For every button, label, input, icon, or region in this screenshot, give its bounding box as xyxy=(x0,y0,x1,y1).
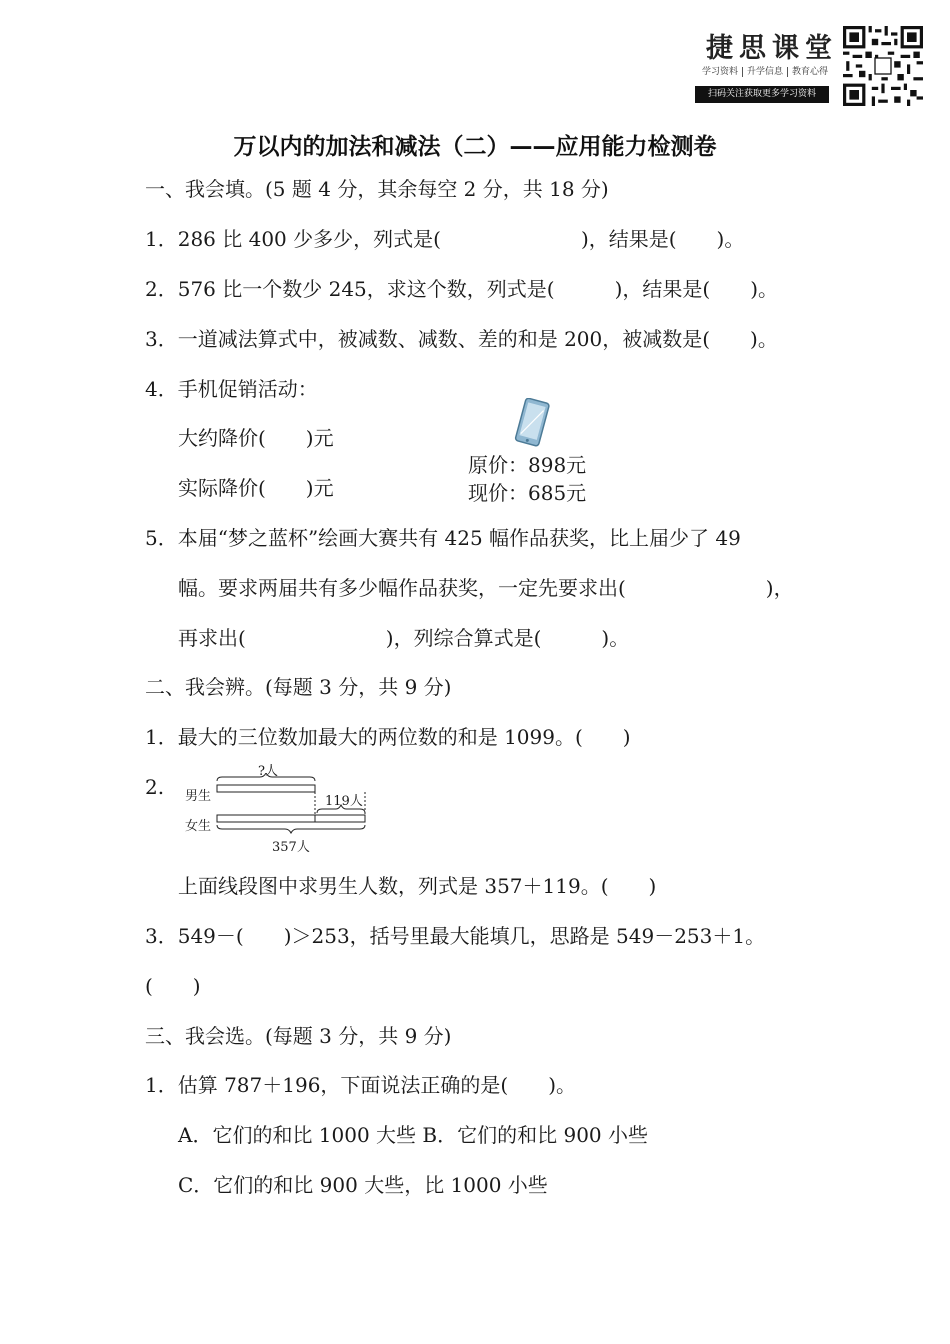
s2-question-2-number: 2. xyxy=(145,775,165,799)
s1-q4-estimate: 大约降价( )元 xyxy=(178,426,334,450)
s2-question-1: 1．最大的三位数加最大的两位数的和是 1099。( ) xyxy=(145,725,631,749)
qr-code-icon xyxy=(843,26,923,106)
phone-icon xyxy=(510,398,554,448)
s2-question-2-text: 上面线段图中求男生人数，列式是 357＋119。( ) xyxy=(178,874,657,898)
s1-question-5-line1: 5．本届“梦之蓝杯”绘画大赛共有 425 幅作品获奖，比上届少了 49 xyxy=(145,526,741,550)
diagram-unknown-label: ?人 xyxy=(258,764,278,779)
s1-question-3: 3．一道减法算式中，被减数、减数、差的和是 200，被减数是( )。 xyxy=(145,327,778,351)
page-title: 万以内的加法和减法（二）——应用能力检测卷 xyxy=(233,134,717,160)
section1-heading: 一、我会填。(5 题 4 分，其余每空 2 分，共 18 分) xyxy=(145,177,609,201)
brand-tags xyxy=(698,64,832,77)
brand-tag: 教育心得 xyxy=(792,67,829,77)
s1-question-4: 4．手机促销活动： xyxy=(145,377,318,401)
brand-tag: 升学信息 xyxy=(743,67,788,77)
s2-question-3-answer-paren: ( ) xyxy=(145,974,201,998)
diagram-difference-label: 119人 xyxy=(325,794,363,809)
brand-banner: 扫码关注获取更多学习资料 xyxy=(695,86,829,103)
section2-heading: 二、我会辨。(每题 3 分，共 9 分) xyxy=(145,675,452,699)
s1-question-5-line3: 再求出( )，列综合算式是( )。 xyxy=(178,626,630,650)
section3-heading: 三、我会选。(每题 3 分，共 9 分) xyxy=(145,1024,452,1048)
diagram-boys-label: 男生 xyxy=(185,789,212,804)
diagram-girls-label: 女生 xyxy=(185,819,212,834)
phone-current-price: 现价：685元 xyxy=(468,481,587,505)
s1-q4-actual: 实际降价( )元 xyxy=(178,476,334,500)
s2-question-3: 3．549－( )＞253，括号里最大能填几，思路是 549－253＋1。 xyxy=(145,924,766,948)
brand-tag: 学习资料 xyxy=(698,67,743,77)
s3-question-1: 1．估算 787＋196，下面说法正确的是( )。 xyxy=(145,1073,577,1097)
diagram-total-label: 357人 xyxy=(272,840,310,855)
s1-question-5-line2: 幅。要求两届共有多少幅作品获奖，一定先要求出( )， xyxy=(178,576,794,600)
s3-q1-option-c: C．它们的和比 900 大些，比 1000 小些 xyxy=(178,1173,548,1197)
line-segment-diagram xyxy=(212,773,372,837)
s1-question-2: 2．576 比一个数少 245，求这个数，列式是( )，结果是( )。 xyxy=(145,277,778,301)
s3-q1-options-ab: A．它们的和比 1000 大些 B．它们的和比 900 小些 xyxy=(178,1123,648,1147)
s1-question-1: 1．286 比 400 少多少，列式是( )，结果是( )。 xyxy=(145,227,745,251)
brand-name: 捷思课堂 xyxy=(706,33,838,64)
phone-original-price: 原价：898元 xyxy=(468,453,587,477)
